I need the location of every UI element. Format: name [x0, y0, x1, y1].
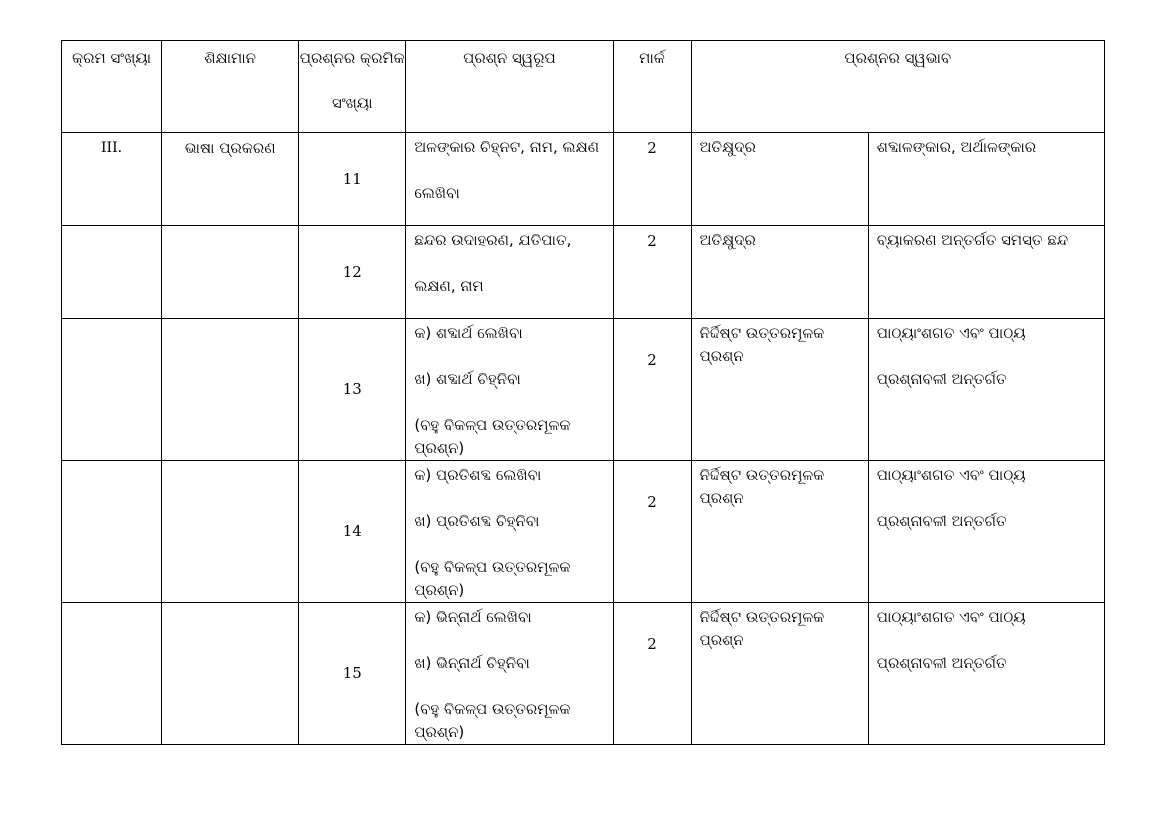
- cell-sl-no: [62, 319, 162, 461]
- header-question-serial: [299, 41, 406, 133]
- cell-question-form: [406, 461, 613, 603]
- cell-question-form: [406, 603, 613, 745]
- cell-question-number: 12: [299, 226, 406, 319]
- form-line: କ) ଶବ୍ଦାର୍ଥ ଲେଖିବା: [414, 324, 523, 342]
- header-question-serial-line2: ସଂଖ୍ୟା: [331, 94, 373, 112]
- form-line: (ବହୁ ବିକଳ୍ପ ଉତ୍ତରମୂଳକ ପ୍ରଶ୍ନ): [414, 558, 571, 599]
- header-question-nature-text: ପ୍ରଶ୍ନର ସ୍ୱଭାବ: [844, 49, 952, 67]
- cell-nature-type: [691, 461, 868, 603]
- form-line: ଖ) ପ୍ରତିଶବ୍ଦ ଚିହ୍ନିବା: [414, 512, 540, 530]
- cell-unit: [162, 226, 299, 319]
- form-line: (ବହୁ ବିକଳ୍ପ ଉତ୍ତରମୂଳକ ପ୍ରଶ୍ନ): [414, 700, 571, 741]
- cell-sl-no: [62, 226, 162, 319]
- sl-no-text: [62, 461, 161, 465]
- header-question-nature: [691, 41, 1104, 133]
- nature-type-text: ଅତିକ୍ଷୁଦ୍ର: [699, 138, 756, 156]
- nature-scope-line: ପ୍ରଶ୍ନାବଳୀ ଅନ୍ତର୍ଗତ: [876, 370, 1007, 388]
- cell-nature-scope: [868, 461, 1104, 603]
- nature-type-text: ନିର୍ଦ୍ଦିଷ୍ଟ ଉତ୍ତରମୂଳକ ପ୍ରଶ୍ନ: [699, 324, 825, 365]
- cell-unit: [162, 319, 299, 461]
- cell-question-form: [406, 226, 613, 319]
- cell-unit: [162, 461, 299, 603]
- header-question-form: [406, 41, 613, 133]
- header-marks-text: ମାର୍କ: [639, 49, 665, 67]
- cell-nature-scope: [868, 319, 1104, 461]
- unit-text: [162, 319, 298, 323]
- cell-mark: 2: [613, 319, 691, 461]
- form-line: ଛନ୍ଦର ଉଦାହରଣ, ଯତିପାତ,: [414, 231, 572, 249]
- cell-mark: 2: [613, 461, 691, 603]
- cell-nature-scope: [868, 133, 1104, 226]
- form-line: ଲକ୍ଷଣ, ନାମ: [414, 277, 484, 295]
- unit-text: ଭାଷା ପ୍ରକରଣ: [184, 139, 276, 157]
- table-row: [62, 133, 1105, 226]
- cell-nature-scope: [868, 603, 1104, 745]
- header-question-form-text: ପ୍ରଶ୍ନ ସ୍ୱରୂପ: [463, 49, 556, 67]
- nature-scope-line: ପାଠ୍ୟାଂଶଗତ ଏବଂ ପାଠ୍ୟ: [876, 466, 1026, 484]
- form-line: (ବହୁ ବିକଳ୍ପ ଉତ୍ତରମୂଳକ ପ୍ରଶ୍ନ): [414, 416, 571, 457]
- unit-text: [162, 603, 298, 607]
- header-sl-no-text: କ୍ରମ ସଂଖ୍ୟା: [72, 49, 152, 67]
- header-question-serial-text: [299, 41, 405, 115]
- cell-nature-type: [691, 226, 868, 319]
- nature-scope-line: ପ୍ରଶ୍ନାବଳୀ ଅନ୍ତର୍ଗତ: [876, 512, 1007, 530]
- header-row: [62, 41, 1105, 133]
- sl-no-text: [62, 319, 161, 323]
- sl-no-text: [62, 603, 161, 607]
- nature-type-text: ଅତିକ୍ଷୁଦ୍ର: [699, 231, 756, 249]
- form-line: ଖ) ଶବ୍ଦାର୍ଥ ଚିହ୍ନିବା: [414, 370, 521, 388]
- nature-scope-line: ପାଠ୍ୟାଂଶଗତ ଏବଂ ପାଠ୍ୟ: [876, 608, 1026, 626]
- cell-mark: 2: [613, 226, 691, 319]
- unit-text: [162, 226, 298, 230]
- nature-type-text: ନିର୍ଦ୍ଦିଷ୍ଟ ଉତ୍ତରମୂଳକ ପ୍ରଶ୍ନ: [699, 608, 825, 649]
- cell-sl-no: [62, 133, 162, 226]
- form-line: କ) ଭିନ୍ନାର୍ଥ ଲେଖିବା: [414, 608, 532, 626]
- nature-type-text: ନିର୍ଦ୍ଦିଷ୍ଟ ଉତ୍ତରମୂଳକ ପ୍ରଶ୍ନ: [699, 466, 825, 507]
- nature-scope-line: ପାଠ୍ୟାଂଶଗତ ଏବଂ ପାଠ୍ୟ: [876, 324, 1026, 342]
- header-learning-unit-text: ଶିକ୍ଷାମାନ: [204, 49, 256, 67]
- cell-question-form: [406, 319, 613, 461]
- cell-nature-type: [691, 133, 868, 226]
- nature-scope-line: ବ୍ୟାକରଣ ଅନ୍ତର୍ଗତ ସମସ୍ତ ଛନ୍ଦ: [876, 231, 1069, 249]
- cell-question-form: [406, 133, 613, 226]
- table-row: [62, 461, 1105, 603]
- header-question-serial-line1: ପ୍ରଶ୍ନର କ୍ରମିକ: [299, 49, 405, 67]
- cell-sl-no: [62, 461, 162, 603]
- table-row: [62, 226, 1105, 319]
- cell-sl-no: [62, 603, 162, 745]
- cell-nature-type: [691, 603, 868, 745]
- form-line: ଅଳଙ୍କାର ଚିହ୍ନଟ, ନାମ, ଲକ୍ଷଣ: [414, 138, 600, 156]
- header-sl-no: [62, 41, 162, 133]
- form-line: କ) ପ୍ରତିଶବ୍ଦ ଲେଖିବା: [414, 466, 542, 484]
- blueprint-table: [61, 40, 1105, 745]
- table-row: [62, 319, 1105, 461]
- cell-question-number: 14: [299, 461, 406, 603]
- cell-nature-type: [691, 319, 868, 461]
- sl-no-text: [62, 226, 161, 230]
- cell-question-number: 13: [299, 319, 406, 461]
- header-marks: [613, 41, 691, 133]
- cell-mark: 2: [613, 603, 691, 745]
- form-line: ଲେଖିବା: [414, 184, 460, 202]
- cell-unit: [162, 603, 299, 745]
- unit-text: [162, 461, 298, 465]
- header-learning-unit: [162, 41, 299, 133]
- cell-nature-scope: [868, 226, 1104, 319]
- cell-mark: 2: [613, 133, 691, 226]
- nature-scope-line: ପ୍ରଶ୍ନାବଳୀ ଅନ୍ତର୍ଗତ: [876, 654, 1007, 672]
- cell-question-number: 11: [299, 133, 406, 226]
- sl-no-text: III.: [101, 140, 123, 156]
- cell-unit: [162, 133, 299, 226]
- form-line: ଖ) ଭିନ୍ନାର୍ଥ ଚିହ୍ନିବା: [414, 654, 530, 672]
- nature-scope-line: ଶବ୍ଦାଳଙ୍କାର, ଅର୍ଥାଳଙ୍କାର: [876, 138, 1037, 156]
- cell-question-number: 15: [299, 603, 406, 745]
- table-row: [62, 603, 1105, 745]
